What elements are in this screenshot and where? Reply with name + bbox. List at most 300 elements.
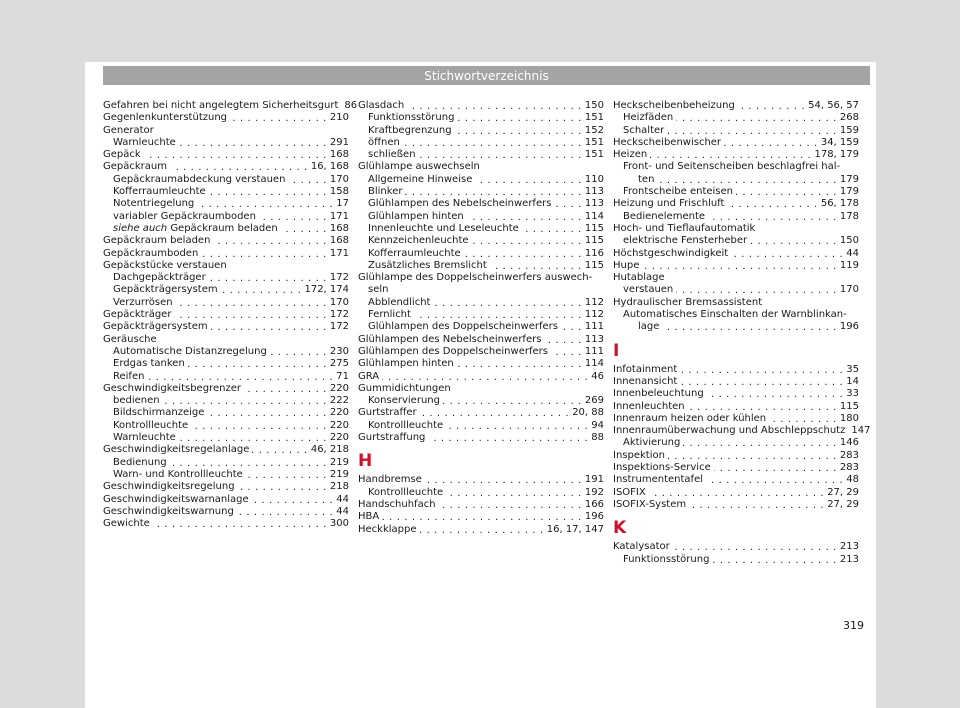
index-term: öffnen: [368, 136, 400, 148]
dot-leader: [662, 322, 837, 332]
page-reference: 268: [839, 112, 859, 124]
index-entry[interactable]: [613, 487, 859, 499]
page-reference: 220: [329, 382, 349, 394]
index-term: Heckscheibenbeheizung: [613, 100, 735, 111]
index-term: Geschwindigkeitswarnung: [103, 505, 234, 517]
page-reference: 20, 88: [572, 407, 604, 419]
index-term: Gepäckraumabdeckung verstauen: [113, 173, 286, 185]
index-entry[interactable]: [358, 211, 604, 223]
dot-leader: [147, 371, 333, 381]
index-term: Geschwindigkeitswarnanlage: [103, 493, 249, 505]
index-entry[interactable]: [103, 100, 358, 112]
page-reference: 171: [329, 210, 349, 222]
index-entry[interactable]: [613, 174, 859, 186]
dot-leader: [209, 186, 327, 196]
dot-leader: [163, 395, 327, 405]
page-reference: 33: [846, 388, 859, 400]
index-entry[interactable]: [358, 186, 604, 198]
index-entry[interactable]: [613, 541, 859, 553]
page-reference: 172: [329, 321, 349, 333]
index-term: Geschwindigkeitsbegrenzer: [103, 382, 241, 394]
dot-leader: [213, 236, 326, 246]
index-entry[interactable]: [613, 401, 859, 413]
page-reference: 179: [839, 186, 859, 198]
index-term: Gewichte: [103, 518, 150, 530]
dot-leader: [472, 236, 582, 246]
page-reference: 114: [584, 358, 604, 370]
dot-leader: [443, 395, 582, 405]
index-term: Funktionsstörung: [368, 112, 455, 124]
index-term: Gurtstraffung: [358, 432, 426, 444]
dot-leader: [144, 149, 327, 159]
index-heading: Glühlampe auswechseln: [358, 161, 480, 173]
index-entry[interactable]: [358, 487, 604, 499]
index-entry[interactable]: [103, 432, 349, 444]
index-heading: Gepäckstücke verstauen: [103, 259, 227, 271]
index-entry[interactable]: [103, 518, 349, 530]
index-entry[interactable]: [358, 223, 604, 235]
page-reference: 147: [851, 425, 871, 437]
dot-leader: [727, 199, 817, 209]
index-entry[interactable]: [613, 450, 859, 462]
dot-leader: [554, 199, 581, 209]
page-reference: 283: [839, 462, 859, 474]
index-term: Gepäckraum beladen: [103, 235, 211, 247]
index-entry[interactable]: [103, 346, 349, 358]
page-reference: 300: [329, 518, 349, 530]
page-reference: 172: [329, 272, 349, 284]
index-entry[interactable]: [103, 272, 349, 284]
index-entry[interactable]: [103, 395, 349, 407]
index-heading: seln: [368, 284, 389, 296]
index-term: Katalysator: [613, 541, 670, 553]
index-term: Gepäckträgersystem: [113, 284, 218, 296]
dot-leader: [244, 383, 327, 393]
index-term: Warn- und Kontrollleuchte: [113, 468, 243, 480]
index-entry[interactable]: [358, 100, 604, 112]
dot-leader: [667, 125, 837, 135]
index-entry[interactable]: [103, 457, 349, 469]
index-entry[interactable]: [103, 284, 349, 296]
index-heading: Hydraulischer Bremsassistent: [613, 296, 763, 308]
page-reference: 151: [584, 112, 604, 124]
page-reference: 16, 168: [310, 161, 349, 173]
page-reference: 283: [839, 449, 859, 461]
index-entry[interactable]: [358, 395, 604, 407]
dot-leader: [457, 113, 581, 123]
page-reference: 172: [329, 309, 349, 321]
dot-leader: [259, 211, 327, 221]
index-entry[interactable]: [613, 125, 859, 137]
index-entry[interactable]: [613, 376, 859, 388]
dot-leader: [650, 149, 811, 159]
page-reference: 179: [839, 173, 859, 185]
dot-leader: [174, 309, 326, 319]
dot-leader: [475, 174, 582, 184]
dot-leader: [455, 125, 582, 135]
dot-leader: [738, 100, 805, 110]
index-entry[interactable]: [358, 260, 604, 272]
dot-leader: [446, 420, 588, 430]
index-term: Höchstgeschwindigkeit: [613, 247, 729, 259]
page-number: 319: [843, 619, 864, 632]
section-letter: H: [358, 451, 373, 472]
index-entry[interactable]: [103, 481, 349, 493]
page-reference: 220: [329, 419, 349, 431]
index-entry[interactable]: [103, 321, 349, 333]
page-reference: 146: [839, 437, 859, 449]
page-reference: 16, 17, 147: [546, 523, 604, 535]
index-entry[interactable]: [358, 334, 604, 346]
index-term: Kraftbegrenzung: [368, 124, 452, 136]
index-term: Allgemeine Hinweise: [368, 173, 473, 185]
index-term: Geschwindigkeitsregelung: [103, 481, 235, 493]
dot-leader: [706, 475, 843, 485]
index-entry[interactable]: [358, 309, 604, 321]
index-entry[interactable]: [358, 248, 604, 260]
dot-leader: [288, 174, 326, 184]
index-entry[interactable]: [103, 149, 349, 161]
page-reference: 275: [329, 358, 349, 370]
index-entry[interactable]: [358, 499, 604, 511]
dot-leader: [238, 482, 327, 492]
section-letter: K: [613, 518, 627, 539]
index-term: Geschwindigkeitsregelanlage: [103, 444, 250, 456]
index-entry[interactable]: [103, 469, 349, 481]
index-entry[interactable]: [613, 248, 859, 260]
index-entry[interactable]: [358, 297, 604, 309]
dot-leader: [281, 223, 327, 233]
dot-leader: [230, 113, 327, 123]
index-entry[interactable]: [358, 420, 604, 432]
page-reference: 219: [329, 468, 349, 480]
index-entry[interactable]: [358, 511, 604, 523]
index-heading: Automatisches Einschalten der Warnblinkan-: [623, 309, 847, 321]
page-reference: 158: [329, 186, 349, 198]
page-reference: 291: [329, 136, 349, 148]
page-reference: 112: [584, 309, 604, 321]
page-reference: 222: [329, 395, 349, 407]
page-reference: 168: [329, 222, 349, 234]
index-term: Kontrollleuchte: [368, 486, 444, 498]
dot-leader: [405, 186, 581, 196]
index-entry[interactable]: [613, 100, 859, 112]
page-reference: 150: [839, 235, 859, 247]
index-entry[interactable]: [613, 425, 871, 437]
dot-leader: [683, 438, 837, 448]
index-entry[interactable]: [613, 235, 859, 247]
index-term: Heizfäden: [623, 112, 674, 124]
dot-leader: [750, 236, 837, 246]
index-term: Kennzeichenleuchte: [368, 235, 469, 247]
index-term: GRA: [358, 370, 380, 382]
page-reference: 168: [329, 149, 349, 161]
index-term: Glasdach: [358, 100, 405, 111]
page-reference: 172, 174: [304, 284, 349, 296]
dot-leader: [680, 376, 843, 386]
index-entry[interactable]: [613, 137, 859, 149]
index-term: Abblendlicht: [368, 296, 431, 308]
index-entry[interactable]: [358, 371, 604, 383]
index-term: Innenansicht: [613, 375, 678, 387]
index-entry[interactable]: [358, 125, 604, 137]
page-reference: 111: [584, 321, 604, 333]
dot-leader: [676, 285, 837, 295]
index-term: variabler Gepäckraumboden: [113, 210, 256, 222]
index-entry[interactable]: [103, 112, 349, 124]
index-heading: Glühlampe des Doppelscheinwerfers auswech-: [358, 272, 593, 284]
page-reference: 112: [584, 296, 604, 308]
index-entry[interactable]: [613, 388, 859, 400]
page-reference: 113: [584, 198, 604, 210]
dot-leader: [467, 211, 582, 221]
index-entry[interactable]: [103, 174, 349, 186]
index-entry[interactable]: [103, 211, 349, 223]
index-entry[interactable]: [613, 499, 859, 511]
index-term: Funktionsstörung: [623, 553, 710, 565]
page-reference: 17: [336, 198, 349, 210]
dot-leader: [425, 475, 582, 485]
page-reference: 196: [584, 511, 604, 523]
dot-leader: [439, 499, 582, 509]
dot-leader: [252, 445, 307, 455]
index-term: Glühlampen des Nebelscheinwerfers: [368, 198, 552, 210]
index-entry[interactable]: [103, 223, 349, 235]
dot-leader: [731, 248, 843, 258]
index-term-text: Gepäckraum beladen: [170, 222, 278, 234]
index-term: Heckscheibenwischer: [613, 136, 722, 148]
index-entry[interactable]: [358, 474, 604, 486]
index-entry[interactable]: [358, 358, 604, 370]
index-entry[interactable]: [613, 112, 859, 124]
index-entry[interactable]: [358, 235, 604, 247]
page-reference: 115: [584, 222, 604, 234]
dot-leader: [270, 346, 327, 356]
page-reference: 170: [329, 296, 349, 308]
dot-leader: [689, 499, 824, 509]
index-entry[interactable]: [103, 383, 349, 395]
index-term: bedienen: [113, 395, 160, 407]
dot-leader: [179, 432, 327, 442]
index-term: Heckklappe: [358, 523, 417, 535]
index-entry[interactable]: [358, 346, 604, 358]
dot-leader: [714, 462, 837, 472]
index-entry[interactable]: [613, 284, 859, 296]
page-reference: 213: [839, 553, 859, 565]
dot-leader: [170, 162, 308, 172]
page-reference: 166: [584, 498, 604, 510]
page-reference: 119: [839, 259, 859, 271]
index-term: Innenleuchten: [613, 400, 685, 412]
index-term: Kofferraumleuchte: [368, 247, 461, 259]
page-reference: 111: [584, 345, 604, 357]
index-term: Frontscheibe enteisen: [623, 186, 733, 198]
dot-leader: [551, 346, 582, 356]
dot-leader: [188, 359, 327, 369]
page-reference: 178, 179: [814, 149, 859, 161]
index-term: verstauen: [623, 284, 674, 296]
page-reference: 168: [329, 235, 349, 247]
index-entry[interactable]: [613, 186, 859, 198]
dot-leader: [736, 186, 837, 196]
dot-leader: [420, 408, 570, 418]
index-entry[interactable]: [103, 494, 349, 506]
index-term: HBA: [358, 511, 380, 523]
index-entry[interactable]: [358, 524, 604, 536]
page-reference: 210: [329, 112, 349, 124]
index-heading: Gummidichtungen: [358, 382, 451, 394]
index-term: Notentriegelung: [113, 198, 195, 210]
index-entry[interactable]: [358, 137, 604, 149]
index-entry[interactable]: [613, 211, 859, 223]
dot-leader: [382, 512, 582, 522]
index-entry[interactable]: [358, 112, 604, 124]
index-term: Glühlampen hinten: [358, 358, 454, 370]
dot-leader: [769, 413, 837, 423]
section-letter: I: [613, 340, 620, 361]
index-heading: Front- und Seitenscheiben beschlagfrei hal-: [623, 161, 841, 173]
index-entry[interactable]: [613, 474, 859, 486]
page-reference: 114: [584, 210, 604, 222]
index-term: Instrumententafel: [613, 474, 704, 486]
dot-leader: [544, 334, 581, 344]
index-entry[interactable]: [103, 371, 349, 383]
index-entry[interactable]: [613, 364, 859, 376]
page-reference: 54, 56, 57: [808, 100, 859, 111]
dot-leader: [708, 211, 837, 221]
index-term: ISOFIX: [613, 486, 646, 498]
index-entry[interactable]: [103, 309, 349, 321]
index-entry[interactable]: [358, 174, 604, 186]
index-term: [113, 223, 278, 235]
page-reference: 44: [846, 247, 859, 259]
page-reference: 170: [839, 284, 859, 296]
index-entry[interactable]: [613, 437, 859, 449]
index-term: Gegenlenkunterstützung: [103, 112, 228, 124]
index-entry[interactable]: [613, 554, 859, 566]
index-entry[interactable]: [103, 235, 349, 247]
page-reference: 196: [839, 321, 859, 333]
index-entry[interactable]: [103, 407, 349, 419]
page-reference: 171: [329, 247, 349, 259]
index-term: Innenraumüberwachung und Abschleppschutz: [613, 425, 846, 437]
dot-leader: [179, 137, 327, 147]
index-term: Konservierung: [368, 395, 440, 407]
index-term: Gefahren bei nicht angelegtem Sicherheitsgurt: [103, 100, 339, 111]
dot-leader: [407, 100, 582, 110]
page-reference: 44: [336, 505, 349, 517]
index-term: Gepäckträger: [103, 309, 172, 321]
index-entry[interactable]: [103, 198, 349, 210]
index-entry[interactable]: [103, 420, 349, 432]
dot-leader: [428, 432, 588, 442]
page-reference: 113: [584, 186, 604, 198]
index-term: Heizung und Frischluft: [613, 198, 725, 210]
index-entry[interactable]: [358, 321, 604, 333]
page-reference: 56, 178: [820, 198, 859, 210]
index-column-3: [613, 100, 871, 566]
dot-leader: [221, 285, 302, 295]
index-term: schließen: [368, 149, 416, 161]
index-entry[interactable]: [103, 444, 349, 456]
index-entry[interactable]: [358, 407, 604, 419]
index-heading: Hoch- und Tieflaufautomatik: [613, 222, 756, 234]
page-reference: 113: [584, 333, 604, 345]
dot-leader: [153, 518, 327, 528]
index-term: Reifen: [113, 370, 145, 382]
index-term: Erdgas tanken: [113, 358, 185, 370]
index-term: Infotainment: [613, 363, 678, 375]
page-reference: 35: [846, 363, 859, 375]
page-reference: 44: [336, 493, 349, 505]
index-entry[interactable]: [613, 462, 859, 474]
page-reference: 46: [591, 370, 604, 382]
index-entry[interactable]: [103, 161, 349, 173]
index-term: ISOFIX-System: [613, 498, 687, 510]
index-term: Innenleuchte und Leseleuchte: [368, 222, 519, 234]
index-entry[interactable]: [103, 186, 349, 198]
page-reference: 115: [584, 235, 604, 247]
dot-leader: [457, 359, 582, 369]
index-entry[interactable]: [613, 198, 859, 210]
page-reference: 269: [584, 395, 604, 407]
page-reference: 115: [839, 400, 859, 412]
index-entry[interactable]: [613, 260, 859, 272]
index-term: Kontrollleuchte: [368, 419, 444, 431]
index-entry[interactable]: [103, 137, 349, 149]
index-entry[interactable]: [358, 432, 604, 444]
dot-leader: [649, 487, 824, 497]
see-also-label: siehe auch: [113, 222, 168, 234]
dot-leader: [252, 494, 334, 504]
dot-leader: [197, 199, 333, 209]
index-entry[interactable]: [613, 149, 859, 161]
dot-leader: [191, 420, 327, 430]
index-term: Glühlampen des Doppelscheinwerfers: [358, 345, 548, 357]
index-entry[interactable]: [358, 149, 604, 161]
dot-leader: [170, 457, 327, 467]
page-header: [103, 66, 870, 85]
index-term: Gepäckträgersystem: [103, 321, 208, 333]
index-term: Gepäckraumboden: [103, 247, 199, 259]
page-reference: 151: [584, 136, 604, 148]
page-reference: 219: [329, 456, 349, 468]
index-column-2: [358, 100, 604, 536]
index-entry[interactable]: [358, 198, 604, 210]
dot-leader: [680, 364, 843, 374]
index-entry[interactable]: [613, 321, 859, 333]
page-reference: 94: [591, 419, 604, 431]
index-entry[interactable]: [103, 506, 349, 518]
index-entry[interactable]: [103, 297, 349, 309]
index-entry[interactable]: [103, 358, 349, 370]
dot-leader: [561, 322, 582, 332]
dot-leader: [420, 524, 544, 534]
page-reference: 170: [329, 173, 349, 185]
page-reference: 151: [584, 149, 604, 161]
page-reference: 110: [584, 173, 604, 185]
index-term: Automatische Distanzregelung: [113, 345, 267, 357]
header-title: Stichwortverzeichnis: [424, 68, 549, 83]
dot-leader: [403, 137, 582, 147]
page-reference: 220: [329, 432, 349, 444]
index-entry[interactable]: [103, 248, 349, 260]
index-entry[interactable]: [613, 413, 859, 425]
page-reference: 218: [329, 481, 349, 493]
page-reference: 220: [329, 407, 349, 419]
dot-leader: [433, 297, 581, 307]
dot-leader: [673, 542, 837, 552]
